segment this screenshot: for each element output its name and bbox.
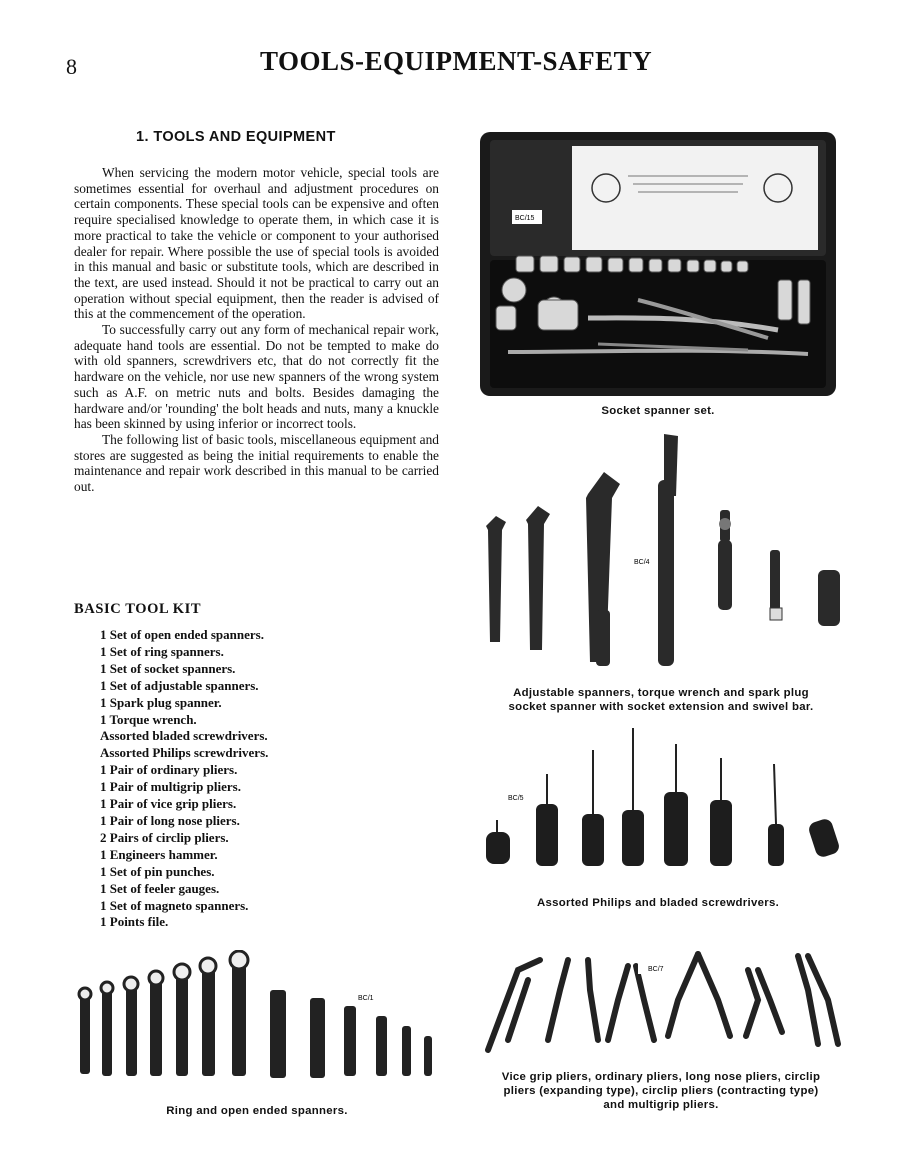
paragraph-3: The following list of basic tools, miscellaneous equipment and stores are suggested as being the initial requirements to enable the maintenance and repair work described in this manual to be carried out. [74, 431, 439, 495]
figure-label: BC/1 [358, 995, 374, 1002]
list-item: 1 Torque wrench. [100, 711, 197, 727]
list-item: 1 Set of feeler gauges. [100, 880, 220, 896]
figure-label: BC/7 [648, 966, 664, 973]
spanners-photo [72, 950, 442, 1086]
list-item: 1 Pair of ordinary pliers. [100, 762, 238, 778]
adjustable-caption [466, 686, 856, 714]
list-item: 1 Engineers hammer. [100, 846, 218, 862]
page-number: 8 [66, 54, 77, 79]
caption-line: Adjustable spanners, torque wrench and spark plug [513, 687, 809, 699]
caption-line: pliers (expanding type), circlip pliers (contracting type) [503, 1085, 819, 1097]
list-item: Assorted Philips screwdrivers. [100, 745, 269, 761]
page-title: TOOLS-EQUIPMENT-SAFETY [260, 46, 653, 76]
list-item: 1 Set of adjustable spanners. [100, 677, 259, 693]
list-item: 1 Set of pin punches. [100, 863, 215, 879]
pliers-caption [466, 1070, 856, 1112]
list-item: 2 Pairs of circlip pliers. [100, 829, 229, 845]
screwdrivers-caption: Assorted Philips and bladed screwdrivers. [536, 897, 780, 909]
list-item: 1 Points file. [100, 914, 169, 930]
socket-set-photo [478, 130, 838, 398]
figure-label: BC/4 [634, 559, 650, 566]
list-item: 1 Set of magneto spanners. [100, 897, 249, 913]
section-body [74, 165, 439, 495]
list-item: 1 Pair of vice grip pliers. [100, 796, 237, 812]
adjustable-spanners-photo [478, 430, 848, 670]
list-item: 1 Set of open ended spanners. [100, 627, 264, 642]
paragraph-2: To successfully carry out any form of mechanical repair work, adequate hand tools are essential. Do not be tempted to make do with old spanners, screwdrivers etc, that do not correctly fit the hardware on the vehicle, nor use new spanners of the wrong system such as A.F. on metric nuts and bolts. Besides damaging the hardware and/or 'rounding' the bolt heads and nuts, many a knuckle has been skinned by using inferior or incorrect tools. [74, 322, 439, 432]
tool-kit-heading: BASIC TOOL KIT [74, 601, 202, 617]
socket-set-caption: Socket spanner set. [601, 405, 715, 417]
list-item: 1 Set of ring spanners. [100, 643, 224, 659]
section-heading: 1. TOOLS AND EQUIPMENT [136, 129, 336, 145]
tool-kit-list [100, 627, 268, 931]
pliers-photo [478, 940, 848, 1060]
list-item: 1 Pair of long nose pliers. [100, 812, 240, 828]
spanners-caption: Ring and open ended spanners. [166, 1105, 348, 1117]
caption-line: socket spanner with socket extension and swivel bar. [508, 701, 814, 713]
screwdrivers-photo [478, 724, 848, 874]
list-item: 1 Spark plug spanner. [100, 694, 222, 710]
list-item: 1 Pair of multigrip pliers. [100, 779, 241, 795]
list-item: 1 Set of socket spanners. [100, 660, 236, 676]
figure-label: BC/15 [515, 215, 535, 222]
figure-label: BC/5 [508, 795, 524, 802]
caption-line: Vice grip pliers, ordinary pliers, long nose pliers, circlip [501, 1071, 821, 1083]
caption-line: and multigrip pliers. [603, 1099, 719, 1111]
list-item: Assorted bladed screwdrivers. [100, 728, 268, 744]
paragraph-1: When servicing the modern motor vehicle, special tools are sometimes essential for overhaul and adjustment procedures on certain components. These special tools can be expensive and often require specialised knowledge to operate them, in which case it is more practical to take the vehicle or component to your authorised dealer for repair. Where possible the use of special tools is avoided in this manual and basic or substitute tools, which are described in the text, are used instead. Should it not be practical to carry out an operation without special equipment, then the reader is advised of this at the commencement of the operation. [74, 165, 439, 322]
